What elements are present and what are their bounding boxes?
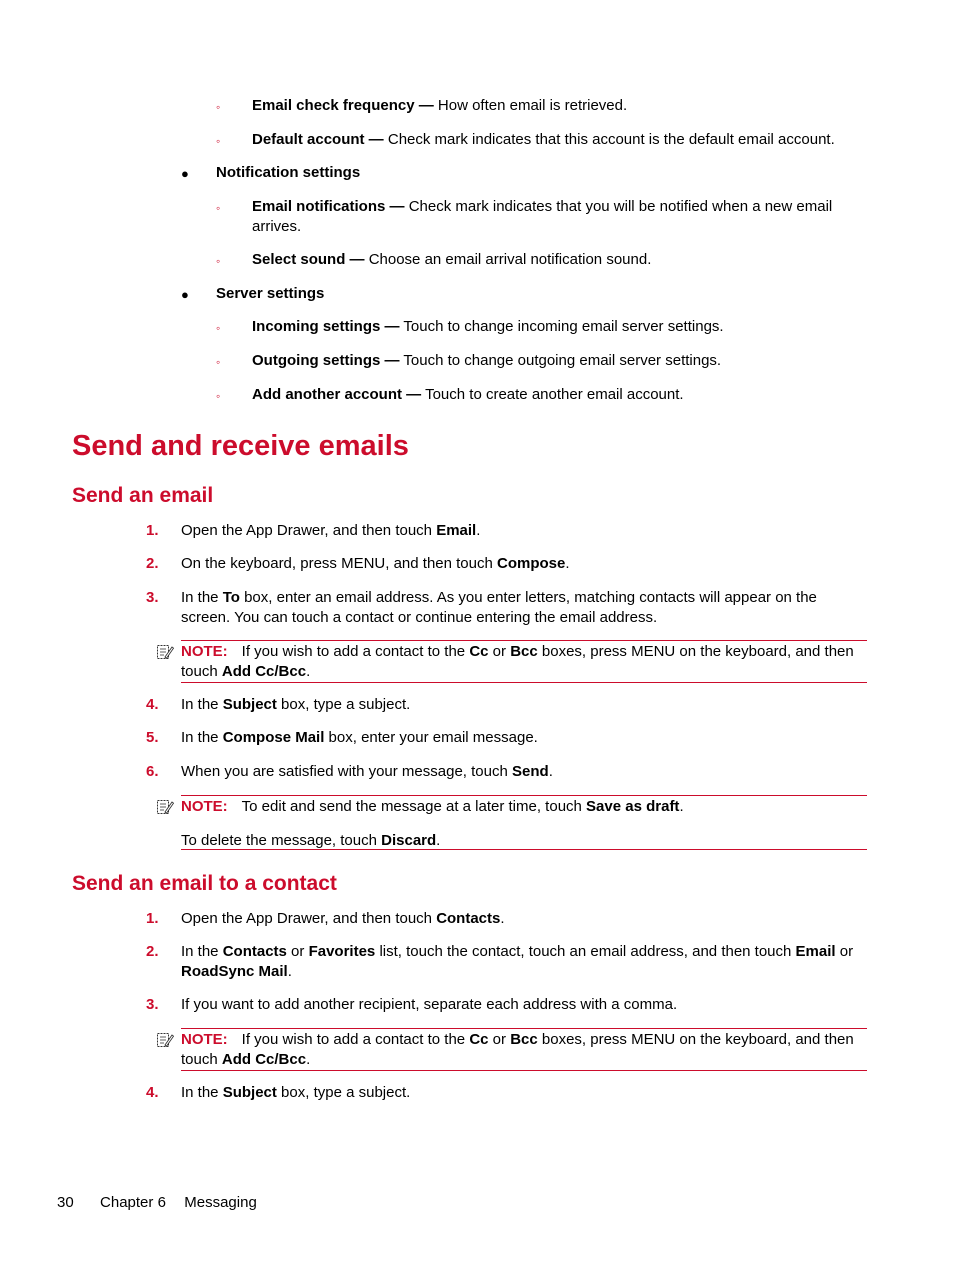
- step-number: 3.: [146, 589, 159, 606]
- step-number: 4.: [146, 696, 159, 713]
- note-pencil-icon: [156, 643, 174, 661]
- step-text: On the keyboard, press MENU, and then touch Compose.: [181, 555, 570, 572]
- list-item: Outgoing settings — Touch to change outgoing email server settings.: [252, 352, 722, 369]
- sub-bullet-icon: ◦: [216, 389, 221, 403]
- step-text: In the To box, enter an email address. As you enter letters, matching contacts will appear on the screen. You can touch a contact or continue entering the email address.: [181, 589, 817, 626]
- step-text: Open the App Drawer, and then touch Contacts.: [181, 910, 505, 927]
- step-text: When you are satisfied with your message, touch Send.: [181, 763, 553, 780]
- list-item: Email notifications — Check mark indicates that you will be notified when a new email arrives.: [252, 198, 833, 235]
- step-text: In the Subject box, type a subject.: [181, 696, 411, 713]
- step-number: 2.: [146, 555, 159, 572]
- chapter-title: Messaging: [184, 1194, 257, 1211]
- sub-bullet-icon: ◦: [216, 134, 221, 148]
- step-number: 2.: [146, 943, 159, 960]
- sub-bullet-icon: ◦: [216, 254, 221, 268]
- list-item: Incoming settings — Touch to change incoming email server settings.: [252, 318, 724, 335]
- chapter-label: Chapter 6: [100, 1194, 166, 1211]
- sub-bullet-icon: ◦: [216, 321, 221, 335]
- subsection-title: Send an email: [72, 484, 214, 507]
- note-pencil-icon: [156, 798, 174, 816]
- note-line: NOTE: To edit and send the message at a later time, touch Save as draft.: [181, 798, 684, 815]
- list-heading: Server settings: [216, 285, 325, 302]
- sub-bullet-icon: ◦: [216, 100, 221, 114]
- list-item: Email check frequency — How often email is retrieved.: [252, 97, 628, 114]
- page-footer: [57, 1193, 257, 1213]
- list-item: Select sound — Choose an email arrival notification sound.: [252, 251, 652, 268]
- list-heading: Notification settings: [216, 164, 361, 181]
- bullet-icon: ●: [181, 287, 189, 302]
- bullet-icon: ●: [181, 166, 189, 181]
- note-box: NOTE: If you wish to add a contact to the Cc or Bcc boxes, press MENU on the keyboard, and then touch Add Cc/Bcc.: [181, 640, 867, 683]
- note-box: [181, 795, 867, 850]
- note-box: NOTE: If you wish to add a contact to the Cc or Bcc boxes, press MENU on the keyboard, and then touch Add Cc/Bcc.: [181, 1028, 867, 1071]
- list-item: Add another account — Touch to create another email account.: [252, 386, 684, 403]
- section-title: Send and receive emails: [72, 430, 409, 462]
- note-line: To delete the message, touch Discard.: [181, 832, 441, 849]
- step-number: 5.: [146, 729, 159, 746]
- step-text: If you want to add another recipient, separate each address with a comma.: [181, 996, 678, 1013]
- page-number: 30: [57, 1194, 74, 1211]
- note-label: NOTE:: [181, 798, 228, 815]
- step-text: In the Contacts or Favorites list, touch the contact, touch an email address, and then touch Email or RoadSync Mail.: [181, 943, 854, 980]
- step-number: 3.: [146, 996, 159, 1013]
- sub-bullet-icon: ◦: [216, 355, 221, 369]
- subsection-title: Send an email to a contact: [72, 872, 337, 895]
- step-text: In the Compose Mail box, enter your email message.: [181, 729, 538, 746]
- step-number: 4.: [146, 1084, 159, 1101]
- list-item: Default account — Check mark indicates that this account is the default email account.: [252, 131, 835, 148]
- note-label: NOTE:: [181, 1031, 228, 1048]
- step-text: In the Subject box, type a subject.: [181, 1084, 411, 1101]
- step-text: Open the App Drawer, and then touch Email.: [181, 522, 481, 539]
- step-number: 6.: [146, 763, 159, 780]
- note-label: NOTE:: [181, 643, 228, 660]
- step-number: 1.: [146, 522, 159, 539]
- step-number: 1.: [146, 910, 159, 927]
- note-pencil-icon: [156, 1031, 174, 1049]
- sub-bullet-icon: ◦: [216, 201, 221, 215]
